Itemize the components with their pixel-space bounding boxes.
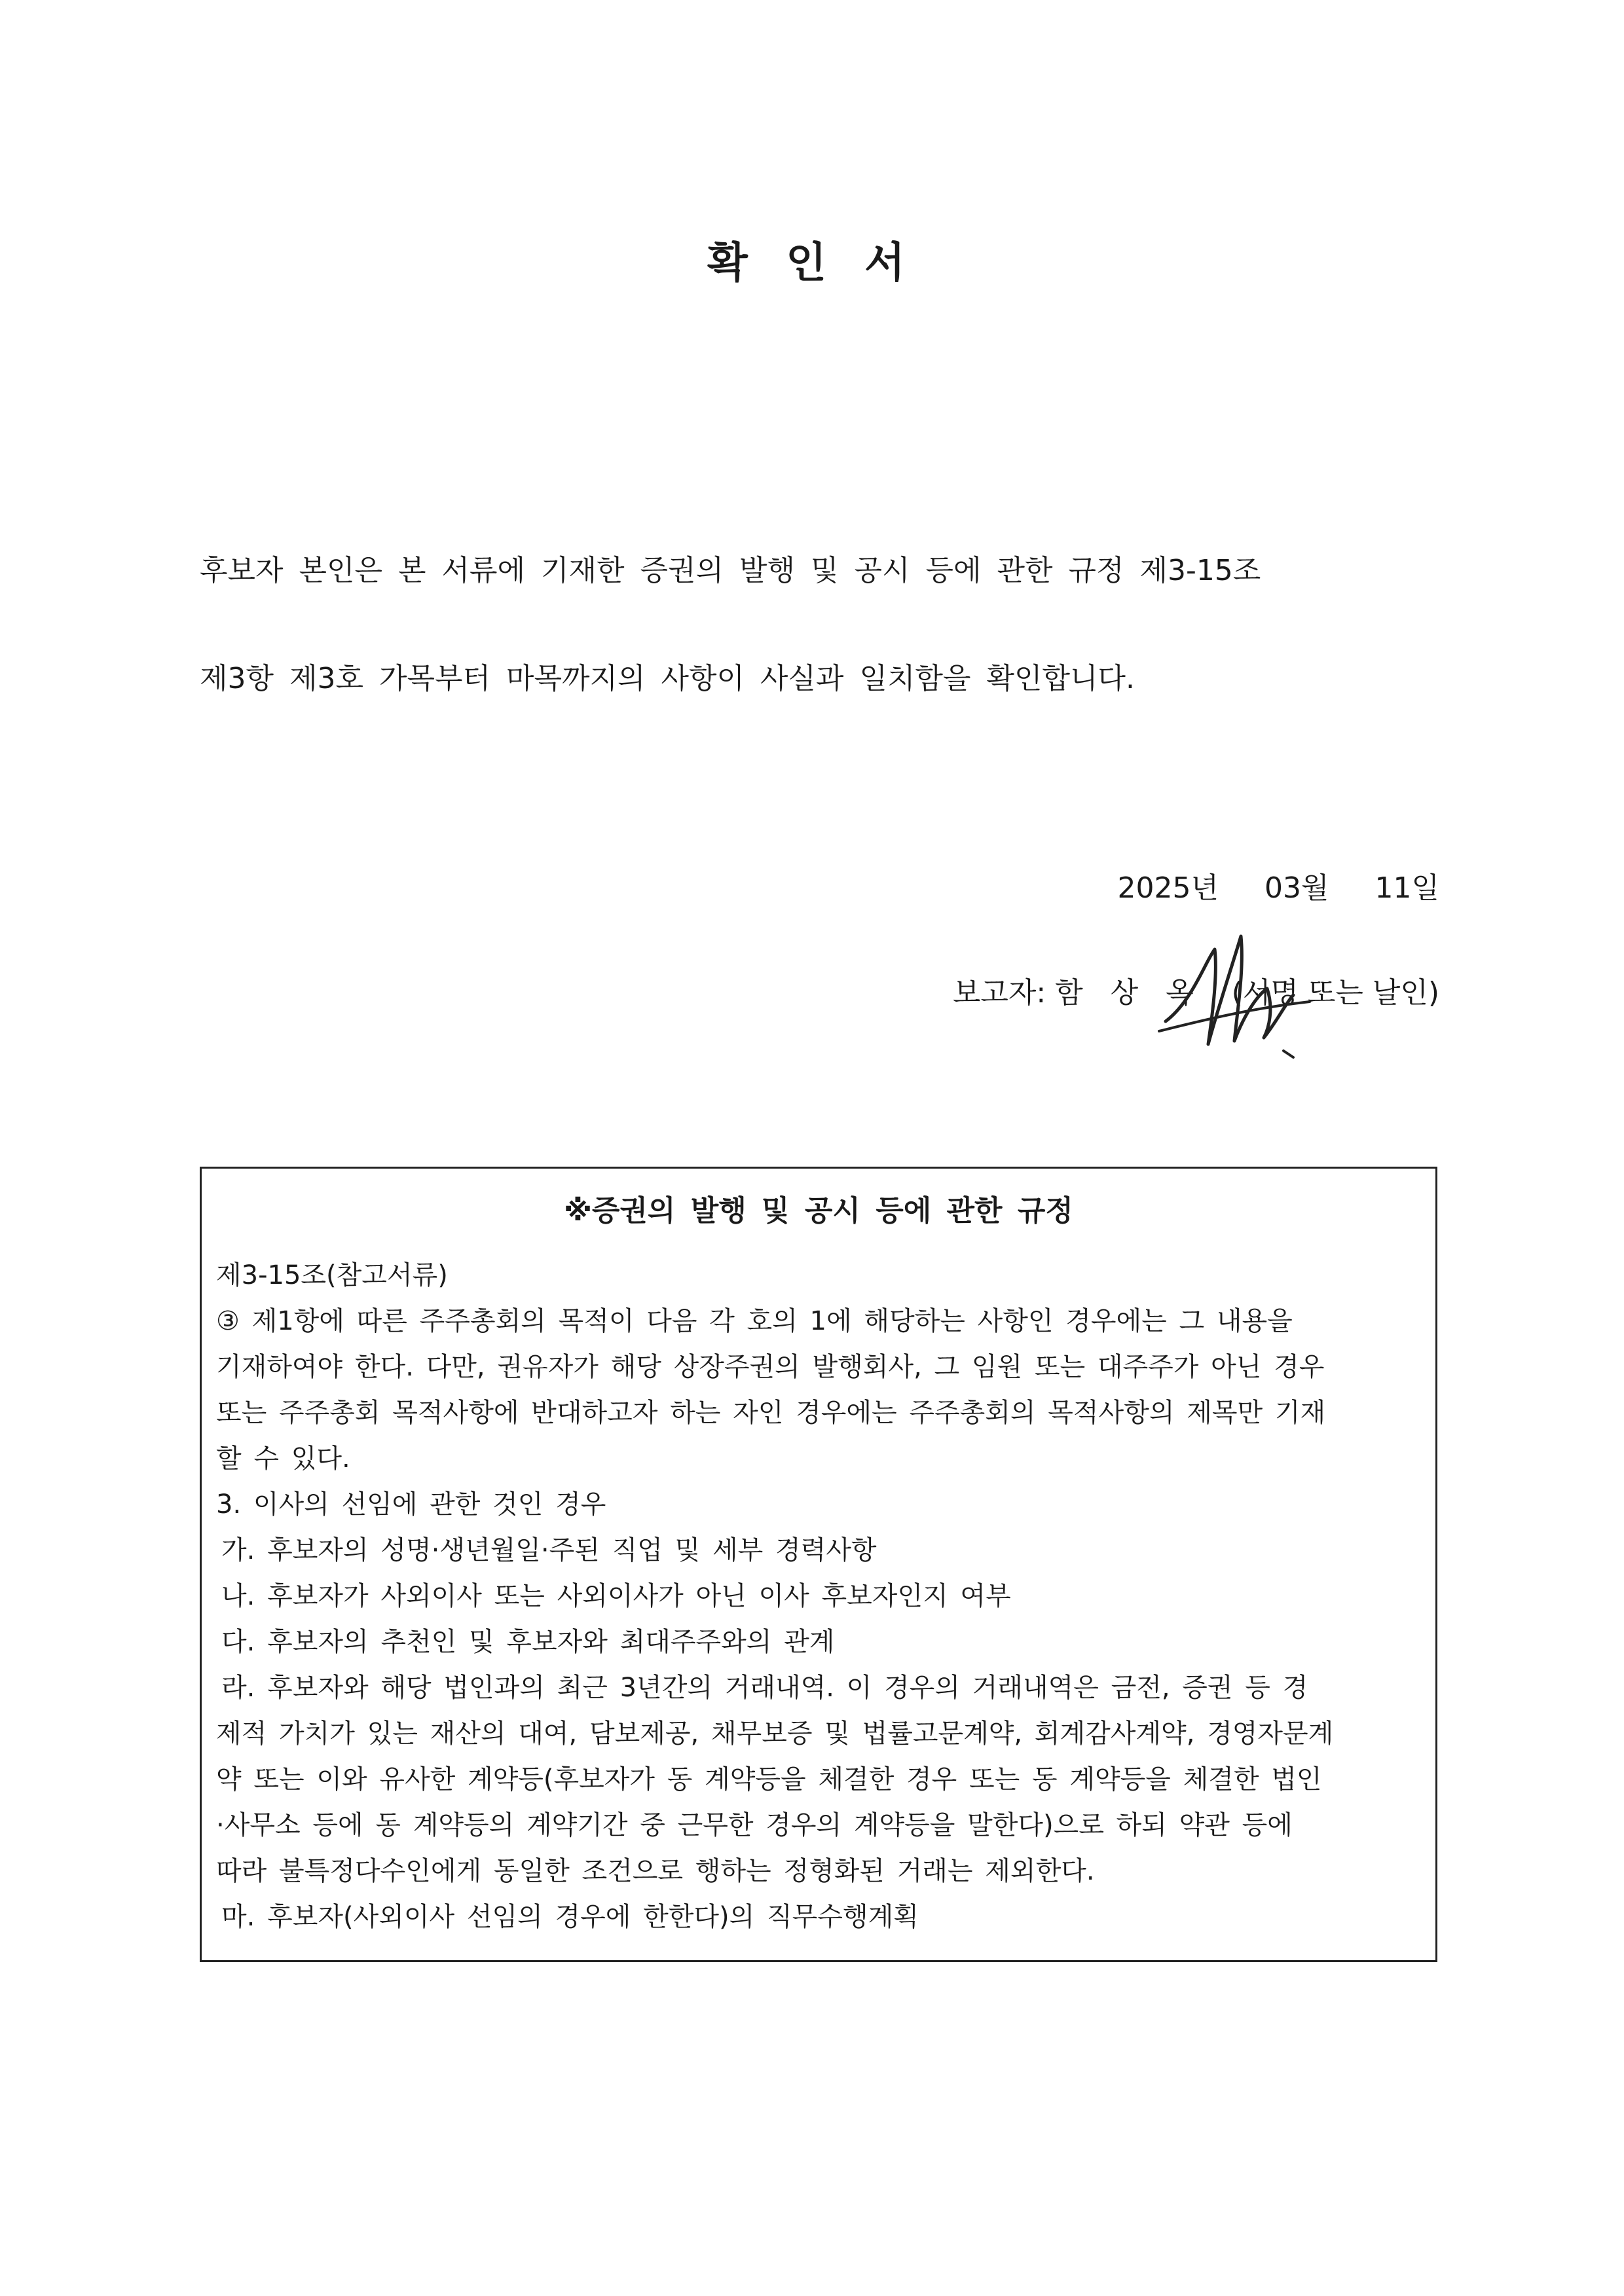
regulation-line: 마. 후보자(사외이사 선임의 경우에 한한다)의 직무수행계획 — [221, 1902, 919, 1932]
regulation-line: 제3-15조(참고서류) — [216, 1260, 448, 1290]
regulation-line: 3. 이사의 선임에 관한 것인 경우 — [216, 1489, 606, 1520]
regulation-line: ·사무소 등에 동 계약등의 계약기간 중 근무한 경우의 계약등을 말한다)으로 하되 약관 등에 — [216, 1810, 1293, 1840]
regulation-box — [200, 1167, 1437, 1962]
regulation-line: 할 수 있다. — [216, 1444, 350, 1474]
date-line — [1118, 864, 1439, 906]
regulation-line: ③ 제1항에 따른 주주총회의 목적이 다음 각 호의 1에 해당하는 사항인 경우에는 그 내용을 — [216, 1306, 1293, 1336]
regulation-line: 나. 후보자가 사외이사 또는 사외이사가 아닌 이사 후보자인지 여부 — [221, 1581, 1011, 1611]
regulation-line: 따라 불특정다수인에게 동일한 조건으로 행하는 정형화된 거래는 제외한다. — [216, 1856, 1095, 1886]
date-day: 11일 — [1375, 871, 1439, 905]
regulation-title: ※증권의 발행 및 공시 등에 관한 규정 — [564, 1194, 1073, 1228]
regulation-line: 기재하여야 한다. 다만, 권유자가 해당 상장주권의 발행회사, 그 임원 또는 대주주가 아닌 경우 — [216, 1352, 1325, 1382]
regulation-line: 또는 주주총회 목적사항에 반대하고자 하는 자인 경우에는 주주총회의 목적사항의 제목만 기재 — [216, 1398, 1326, 1428]
regulation-line: 라. 후보자와 해당 법인과의 최근 3년간의 거래내역. 이 경우의 거래내역은 금전, 증권 등 경 — [221, 1673, 1308, 1703]
statement-line-1: 후보자 본인은 본 서류에 기재한 증권의 발행 및 공시 등에 관한 규정 제3-15조 — [200, 554, 1261, 587]
regulation-line: 제적 가치가 있는 재산의 대여, 담보제공, 채무보증 및 법률고문계약, 회계감사계약, 경영자문계 — [216, 1719, 1334, 1749]
date-month: 03월 — [1264, 871, 1329, 905]
date-year: 2025년 — [1117, 871, 1219, 905]
reporter-label: 보고자: — [952, 976, 1046, 1010]
document-title: 확 인 서 — [707, 239, 917, 287]
regulation-text — [216, 1252, 1421, 1940]
reporter-name: 함 상 옥 — [1055, 976, 1203, 1010]
sign-note: (서명 또는 날인) — [1231, 976, 1439, 1010]
regulation-line: 약 또는 이와 유사한 계약등(후보자가 동 계약등을 체결한 경우 또는 동 계약등을 체결한 법인 — [216, 1764, 1322, 1795]
statement-line-2: 제3항 제3호 가목부터 마목까지의 사항이 사실과 일치함을 확인합니다. — [200, 662, 1135, 695]
handwritten-signature — [1153, 923, 1323, 1061]
regulation-line: 가. 후보자의 성명·생년월일·주된 직업 및 세부 경력사항 — [221, 1535, 877, 1565]
regulation-line: 다. 후보자의 추천인 및 후보자와 최대주주와의 관계 — [221, 1627, 835, 1657]
